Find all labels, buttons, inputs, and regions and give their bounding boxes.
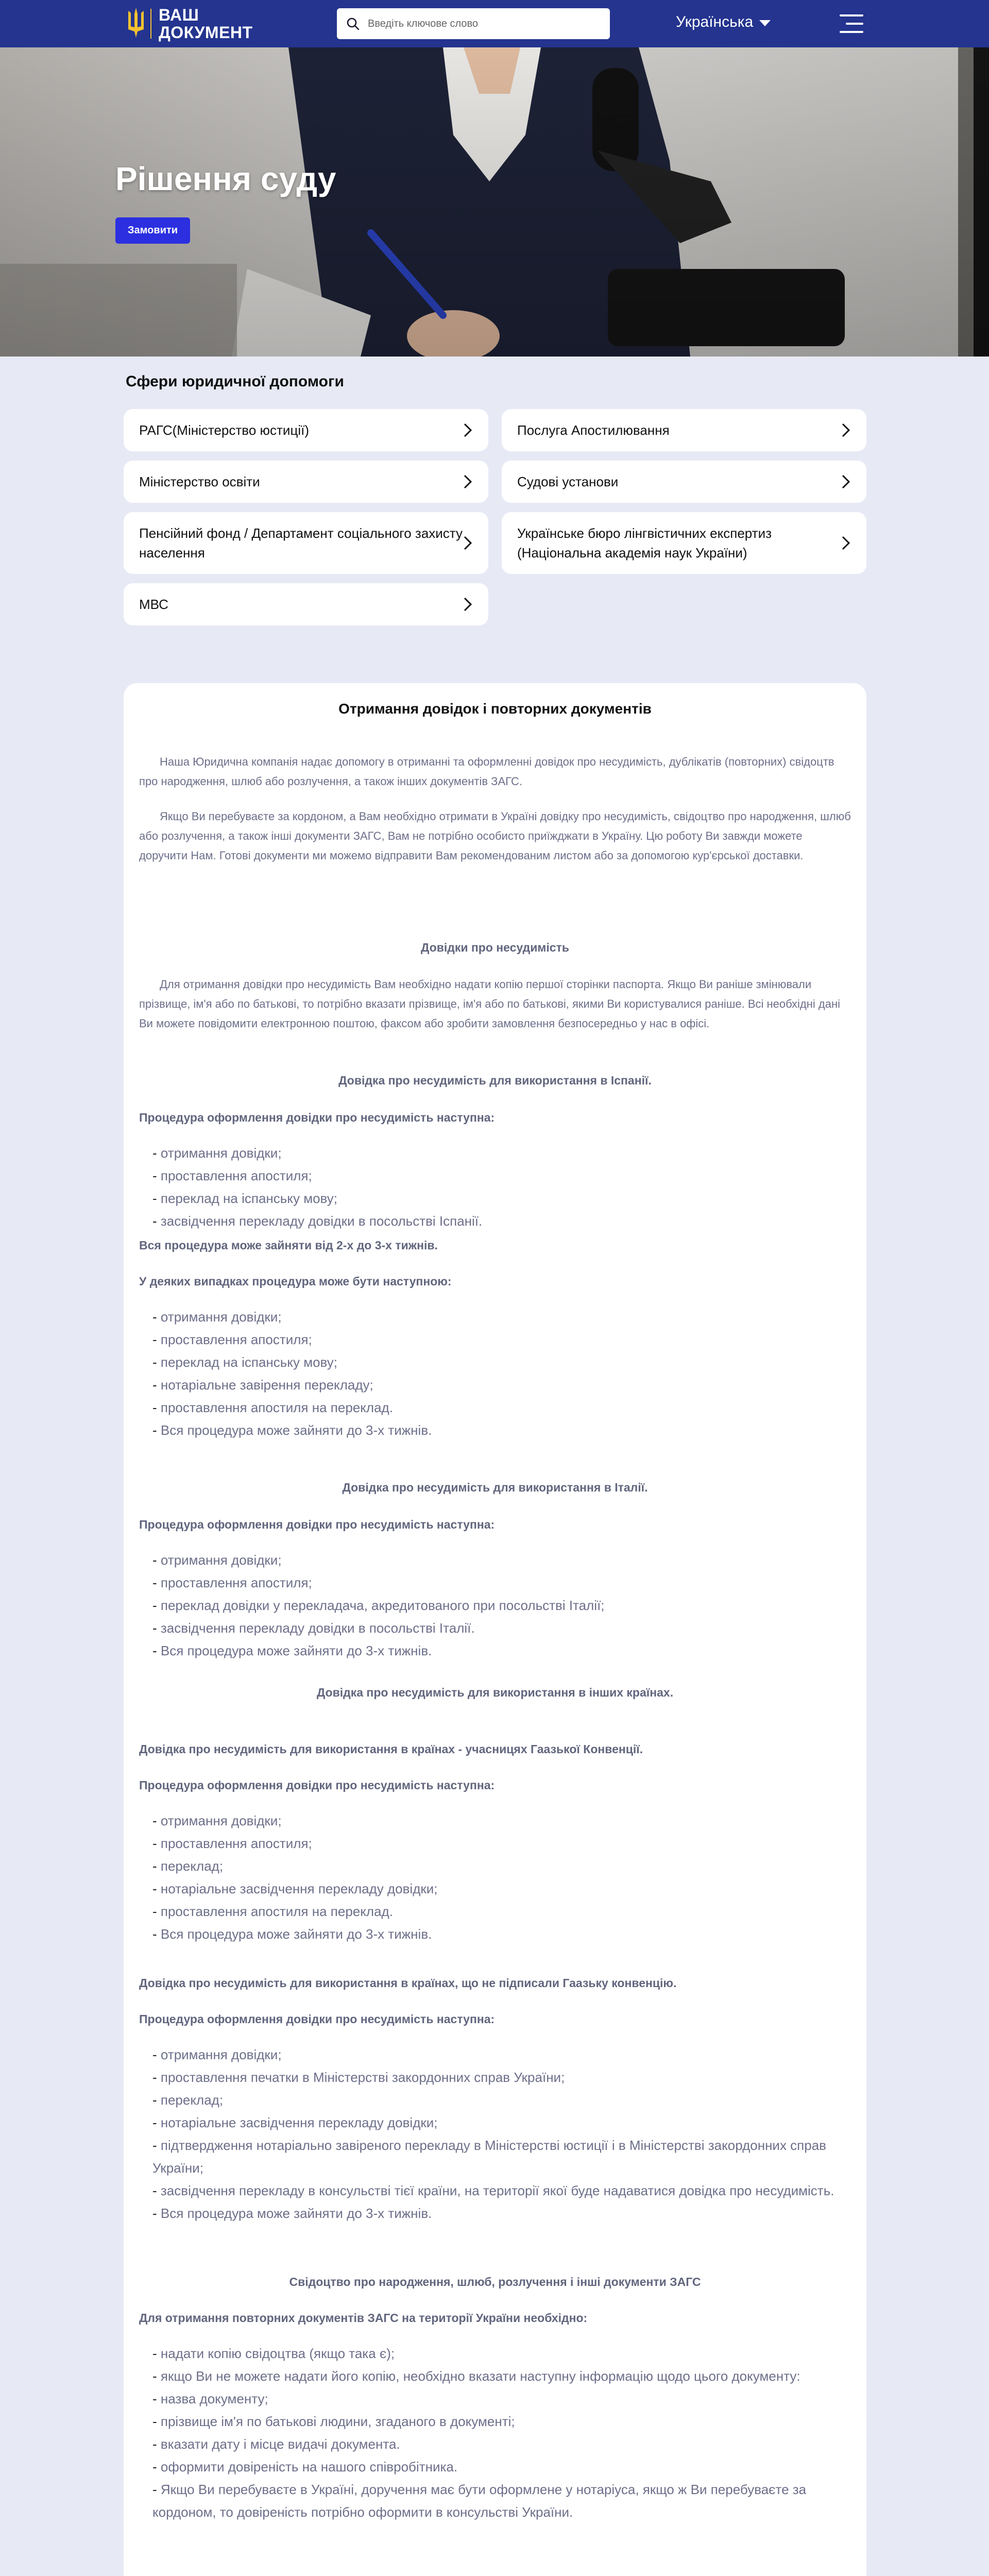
search-box — [337, 8, 610, 39]
service-item-apostille[interactable] — [502, 409, 866, 451]
service-item-rags[interactable] — [124, 409, 488, 451]
language-label: Українська — [676, 13, 754, 30]
spain-alt-label: У деяких випадках процедура може бути наступною: — [139, 1275, 452, 1288]
top-header — [0, 0, 989, 47]
procedure-label-hague: Процедура оформлення довідки про несудимість наступна: — [139, 1778, 495, 1792]
order-button[interactable]: Замовити — [115, 217, 190, 244]
list-item: - переклад; — [152, 2092, 224, 2108]
list-item: - оформити довіреність на нашого співробітника. — [152, 2459, 458, 2475]
list-item: - отримання довідки; — [152, 1552, 282, 1568]
logo-text — [159, 6, 253, 41]
chevron-right-icon — [463, 473, 473, 490]
list-item: - отримання довідки; — [152, 1813, 282, 1828]
service-label: Пенсійний фонд / Департамент соціального захисту населення — [139, 526, 463, 561]
list-item: - засвідчення перекладу в консульстві тієї країни, на території якої буде надаватися довідка про несудимість. — [152, 2183, 834, 2198]
logo-divider — [150, 9, 151, 39]
procedure-label-spain: Процедура оформлення довідки про несудимість наступна: — [139, 1111, 495, 1124]
list-item: - Вся процедура може зайняти до 3-х тижнів. — [152, 2206, 432, 2221]
procedure-label-italy: Процедура оформлення довідки про несудимість наступна: — [139, 1518, 495, 1531]
logo[interactable] — [127, 4, 253, 43]
service-label: Послуга Апостилювання — [517, 422, 670, 438]
logo-line2: ДОКУМЕНТ — [159, 23, 253, 42]
list-item: - якщо Ви не можете надати його копію, необхідно вказати наступну інформацію щодо цього документу: — [152, 2368, 800, 2384]
service-label: РАГС(Міністерство юстиції) — [139, 422, 309, 438]
service-label: МВС — [139, 597, 168, 612]
list-item: - назва документу; — [152, 2391, 268, 2406]
non-hague-procedure-list — [152, 2043, 843, 2225]
list-item: - отримання довідки; — [152, 2047, 282, 2062]
spain-alt-procedure-list — [152, 1306, 843, 1442]
list-item: - нотаріальне засвідчення перекладу довідки; — [152, 2115, 438, 2130]
spain-procedure-list — [152, 1142, 843, 1232]
list-item: - проставлення апостиля на переклад. — [152, 1904, 393, 1919]
list-item: - нотаріальне засвідчення перекладу довідки; — [152, 1881, 438, 1896]
heading-hague-countries: Довідка про несудимість для використання в країнах - учасницях Гаазької Конвенції. — [139, 1742, 643, 1756]
list-item: - надати копію свідоцтва (якщо така є); — [152, 2346, 395, 2361]
heading-italy: Довідка про несудимість для використання в Італії. — [342, 1481, 648, 1494]
criminal-record-paragraph: Для отримання довідки про несудимість Вам необхідно надати копію першої сторінки паспорта. Якщо Ви раніше змінювали прізвище, ім'я або по батькові, то потрібно вказати прізвище, ім'я або по батькові, якими Ви користувалися раніше. Всі необхідні дані Ви можете повідомити електронною поштою, факсом або зробити замовлення безпосередньо у нас в офісі. — [139, 978, 840, 1030]
list-item: - Вся процедура може зайняти до 3-х тижнів. — [152, 1926, 432, 1942]
list-item: - проставлення апостиля на переклад. — [152, 1400, 393, 1415]
list-item: - Якщо Ви перебуваєте в Україні, доручення має бути оформлене у нотаріуса, якщо ж Ви перебуваєте за кордоном, то довіреність потрібно оформити в консульстві України. — [152, 2482, 807, 2520]
list-item: - переклад довідки у перекладача, акредитованого при посольстві Італії; — [152, 1598, 605, 1613]
chevron-right-icon — [841, 535, 851, 551]
hero-title: Рішення суду — [115, 160, 336, 197]
list-item: - засвідчення перекладу довідки в посольстві Іспанії. — [152, 1213, 483, 1229]
list-item: - проставлення апостиля; — [152, 1168, 312, 1183]
list-item: - отримання довідки; — [152, 1309, 282, 1325]
hague-procedure-list — [152, 1809, 843, 1945]
heading-spain: Довідка про несудимість для використання в Іспанії. — [338, 1074, 652, 1087]
heading-other-countries: Довідка про несудимість для використання в інших країнах. — [316, 1686, 674, 1699]
service-label: Українське бюро лінгвістичних експертиз (Національна академія наук України) — [517, 526, 772, 561]
list-item: - Вся процедура може зайняти до 3-х тижнів. — [152, 1422, 432, 1438]
chevron-right-icon — [841, 473, 851, 490]
spain-duration: Вся процедура може зайняти від 2-х до 3-х тижнів. — [139, 1239, 438, 1252]
procedure-label-non-hague: Процедура оформлення довідки про несудимість наступна: — [139, 2012, 495, 2026]
italy-procedure-list — [152, 1549, 843, 1662]
list-item: - нотаріальне завірення перекладу; — [152, 1377, 373, 1393]
services-title: Сфери юридичної допомоги — [126, 373, 344, 390]
chevron-right-icon — [463, 535, 473, 551]
intro-paragraph-1: Наша Юридична компанія надає допомогу в отриманні та оформленні довідок про несудимість, дублікатів (повторних) свідоцтв про народження, шлюб або розлучення, а також інших документів ЗАГС. — [139, 755, 834, 788]
service-item-linguistic-bureau[interactable] — [502, 512, 866, 574]
list-item: - проставлення апостиля; — [152, 1575, 312, 1590]
list-item: - переклад; — [152, 1858, 224, 1874]
search-icon — [346, 17, 360, 30]
search-input[interactable] — [368, 18, 605, 30]
service-item-pension[interactable] — [124, 512, 488, 574]
list-item: - проставлення апостиля; — [152, 1836, 312, 1851]
list-item: - переклад на іспанську мову; — [152, 1191, 337, 1206]
service-item-mvs[interactable] — [124, 583, 488, 625]
list-item: - Вся процедура може зайняти до 3-х тижнів. — [152, 1643, 432, 1658]
menu-icon[interactable] — [840, 14, 863, 33]
service-item-education[interactable] — [124, 461, 488, 503]
trident-icon — [127, 6, 145, 42]
chevron-right-icon — [463, 596, 473, 613]
list-item: - отримання довідки; — [152, 1145, 282, 1161]
logo-line1: ВАШ — [159, 6, 199, 24]
list-item: - проставлення печатки в Міністерстві закордонних справ України; — [152, 2070, 565, 2085]
service-item-courts[interactable] — [502, 461, 866, 503]
chevron-right-icon — [841, 422, 851, 438]
language-selector[interactable] — [676, 13, 771, 31]
hero-photo — [0, 47, 989, 357]
list-item: - підтвердження нотаріально завіреного перекладу в Міністерстві юстиції і в Міністерстві закордонних справ України; — [152, 2138, 826, 2176]
list-item: - прізвище ім'я по батькові людини, згаданого в документі; — [152, 2414, 515, 2429]
service-label: Судові установи — [517, 474, 619, 489]
article-title: Отримання довідок і повторних документів — [338, 701, 652, 717]
hero-banner — [0, 47, 989, 357]
list-item: - засвідчення перекладу довідки в посольстві Італії. — [152, 1620, 475, 1636]
heading-zags-documents: Свідоцтво про народження, шлюб, розлучення і інші документи ЗАГС — [289, 2275, 701, 2289]
list-item: - вказати дату і місце видачі документа. — [152, 2436, 400, 2452]
chevron-right-icon — [463, 422, 473, 438]
zags-label: Для отримання повторних документів ЗАГС на території України необхідно: — [139, 2311, 588, 2325]
zags-requirements-list — [152, 2342, 843, 2523]
heading-non-hague-countries: Довідка про несудимість для використання в країнах, що не підписали Гаазьку конвенцію. — [139, 1976, 677, 1990]
list-item: - проставлення апостиля; — [152, 1332, 312, 1347]
list-item: - переклад на іспанську мову; — [152, 1354, 337, 1370]
article-card — [124, 683, 866, 2576]
service-label: Міністерство освіти — [139, 474, 260, 489]
caret-down-icon — [759, 20, 771, 26]
section-heading-criminal-record: Довідки про несудимість — [421, 941, 569, 954]
intro-paragraph-2: Якщо Ви перебуваєте за кордоном, а Вам необхідно отримати в Україні довідку про несудимість, свідоцтво про народження, шлюб або розлучення, а також інші документи ЗАГС, Вам не потрібно особисто приїжджати в Україну. Цю роботу Ви завжди можете доручити Нам. Готові документи ми можемо відправити Вам рекомендованим листом або за допомогою кур'єрської доставки. — [139, 810, 851, 862]
